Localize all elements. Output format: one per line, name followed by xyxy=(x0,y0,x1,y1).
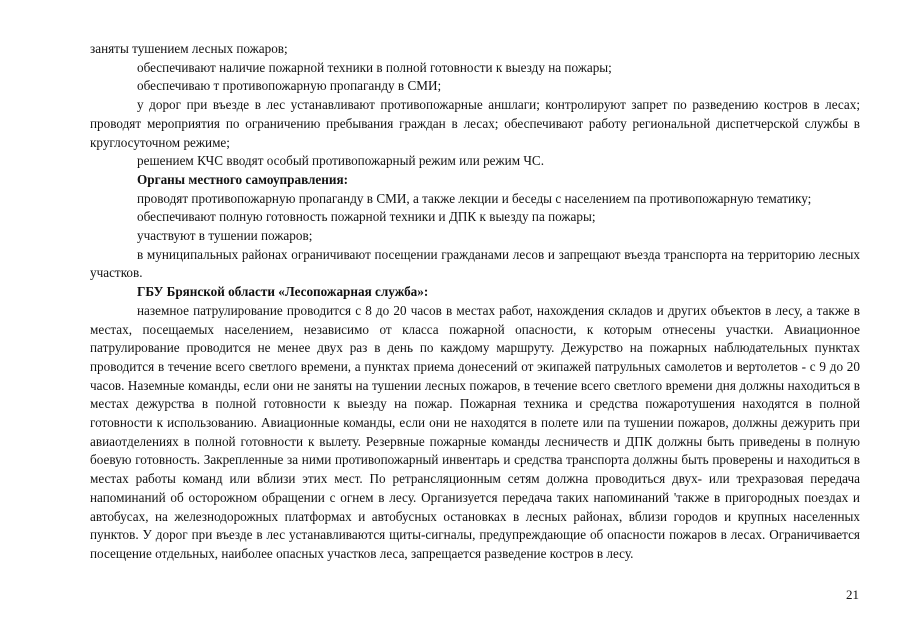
paragraph-continuation: заняты тушением лесных пожаров; xyxy=(90,41,288,56)
section-heading-forest-fire-service: ГБУ Брянской области «Лесопожарная служба»: xyxy=(137,284,429,300)
paragraph-patrolling-details: наземное патрулирование проводится с 8 до 20 часов в местах работ, нахождения складов и других объектов в лесу, а также в местах, посещаемых населением, независимо от класса пожарной опасности, к которым отнесены участки. Авиационное патрулирование проводится не менее двух раз в день по каждому маршруту. Дежурство на пожарных наблюдательных пунктах проводится в течение всего светлого времени, а пунктах приема донесений от экипажей патрульных самолетов и вертолетов - с 9 до 20 часов. Наземные команды, если они не заняты на тушении лесных пожаров, в течение всего светлого времени дня должны находиться в местах дежурства в полной готовности к выезду на пожар. Пожарная техника и средства пожаротушения находятся в полной готовности к использованию. Авиационные команды, если они не находятся в полете или па тушении пожаров, должны дежурить при авиаотделениях в полной готовности к вылету. Резервные пожарные команды лесничеств и ДПК должны быть приведены в полную боевую готовность. Закрепленные за ними противопожарный инвентарь и средства транспорта должны быть проверены и находиться в местах работы команд или вблизи этих мест. По ретрансляционным сетям должна проводиться двух- или трехразовая передача напоминаний об осторожном обращении с огнем в лесу. Организуется передача таких напоминаний 'также в пригородных поездах и автобусах, на железнодорожных платформах и автобусных остановках в лесных районах, вблизи городов и крупных населенных пунктов. У дорог при въезде в лес устанавливаются щиты-сигналы, предупреждающие об опасности пожаров в лесах. Ограничивается посещение отдельных, наиболее опасных участков леса, запрещается разведение костров в лесу. xyxy=(90,302,860,561)
document-page xyxy=(90,40,860,564)
page-number: 21 xyxy=(846,587,859,602)
paragraph-kchs-regime: решением КЧС вводят особый противопожарный режим или режим ЧС. xyxy=(137,153,545,169)
paragraph-local-propaganda: проводят противопожарную пропаганду в СМИ, а также лекции и беседы с населением па противопожарную тематику; xyxy=(137,190,812,206)
section-heading-local-government: Органы местного самоуправления: xyxy=(137,171,348,187)
paragraph-dpk-readiness: обеспечивают полную готовность пожарной техники и ДПК к выезду па пожары; xyxy=(137,209,596,225)
paragraph-municipal-restrictions: в муниципальных районах ограничивают посещении гражданами лесов и запрещают въезда транспорта на территорию лесных участков. xyxy=(90,246,860,281)
paragraph-participate-extinguishing: участвуют в тушении пожаров; xyxy=(137,228,313,244)
paragraph-road-signs: у дорог при въезде в лес устанавливают противопожарные аншлаги; контролируют запрет по разведению костров в лесах; проводят мероприятия по ограничению пребывания граждан в лесах; обеспечивают работу региональной диспетчерской службы в круглосуточном режиме; xyxy=(90,97,860,150)
paragraph-media-propaganda: обеспечиваю т противопожарную пропаганду в СМИ; xyxy=(137,78,442,94)
paragraph-equipment-readiness: обеспечивают наличие пожарной техники в полной готовности к выезду на пожары; xyxy=(137,59,612,75)
